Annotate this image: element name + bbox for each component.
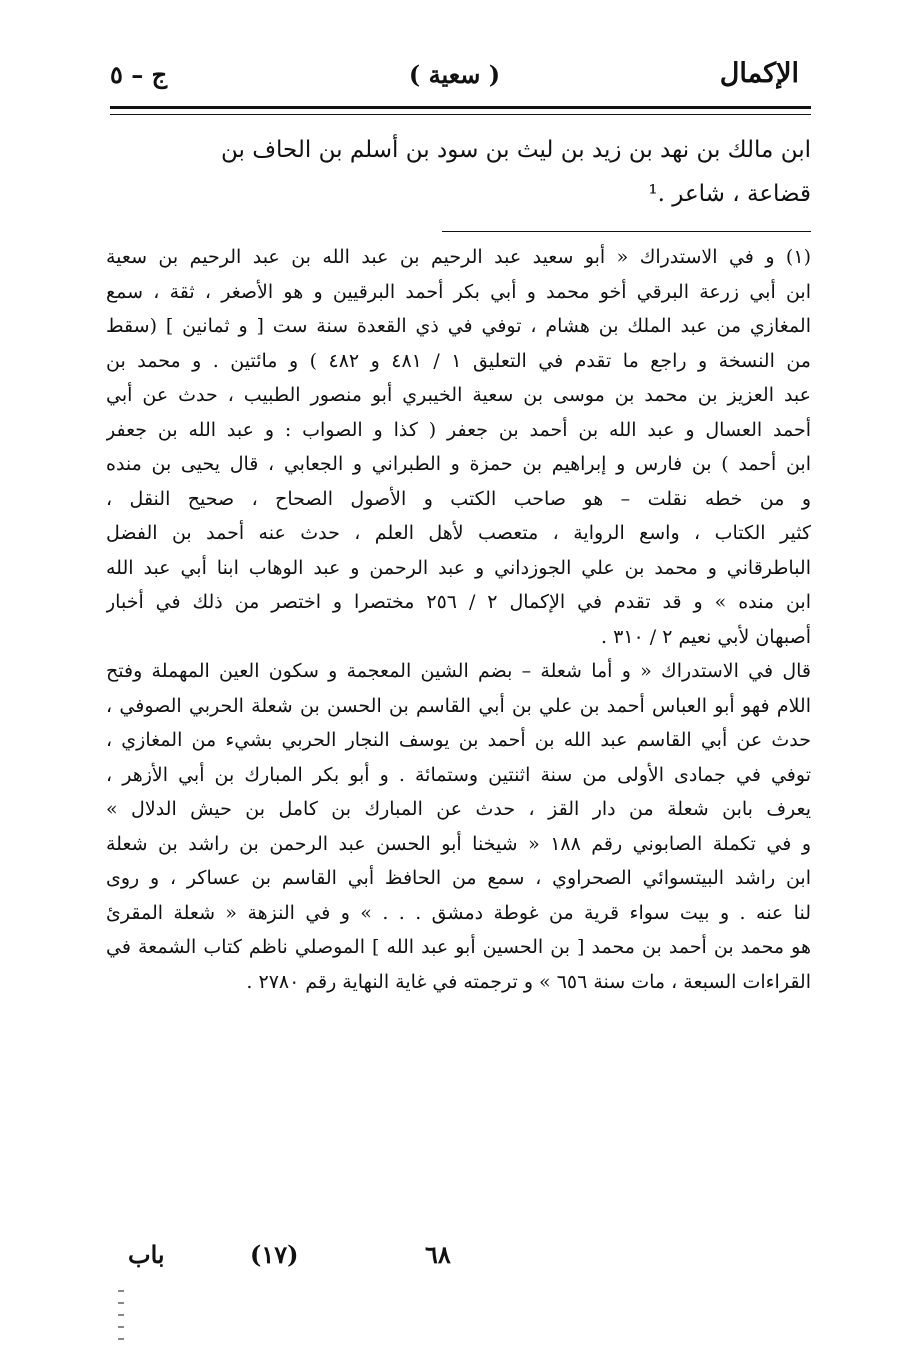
page-number: ٦٨ xyxy=(425,1240,451,1269)
footnote-line: ابن منده » و قد تقدم في الإكمال ٢ / ٢٥٦ مختصرا و اختصر من ذلك في أخبار xyxy=(106,591,811,613)
catchword: باب xyxy=(128,1240,165,1269)
footnote-line: قال في الاستدراك « و أما شعلة – بضم الشين المعجمة و سكون العين المهملة وفتح xyxy=(106,660,811,682)
footnote-line: ابن راشد البيتسوائي الصحراوي ، سمع من الحافظ أبي القاسم بن عساكر ، و روى xyxy=(106,867,811,889)
footnote-line: يعرف بابن شعلة من دار القز ، حدث عن المبارك بن كامل بن حيش الدلال » xyxy=(106,798,811,820)
footnote-line: هو محمد بن أحمد بن محمد [ بن الحسين أبو عبد الله ] الموصلي ناظم كتاب الشمعة في xyxy=(106,936,811,958)
entry-heading: ( سعية ) xyxy=(408,60,501,89)
volume-number: ج – ٥ xyxy=(110,60,168,89)
book-title: الإكمال xyxy=(719,58,799,89)
footnote-line: أحمد العسال و عبد الله بن أحمد بن جعفر ( كذا و الصواب : و عبد الله بن جعفر xyxy=(106,418,811,441)
footnote-line: القراءات السبعة ، مات سنة ٦٥٦ » و ترجمته في غاية النهاية رقم ٢٧٨٠ . xyxy=(246,970,811,993)
footnote-separator xyxy=(442,231,811,232)
footnote-line: الباطرقاني و محمد بن علي الجوزداني و عبد الرحمن و عبد الوهاب ابنا أبي عبد الله xyxy=(106,556,811,579)
main-line: ابن مالك بن نهد بن زيد بن ليث بن سود بن أسلم بن الحاف بن xyxy=(220,137,811,163)
footnote-line: (١) و في الاستدراك « أبو سعيد عبد الرحيم بن عبد الله بن عبد الرحيم بن سعية xyxy=(106,246,811,268)
footnote-line: و من خطه نقلت – هو صاحب الكتب و الأصول الصحاح ، صحيح النقل ، xyxy=(106,487,811,510)
footnote-line: لنا عنه . و بيت سواء قرية من غوطة دمشق . . . » و في النزهة « شعلة المقرئ xyxy=(106,901,811,924)
footnote-line: كثير الكتاب ، واسع الرواية ، متعصب لأهل العلم ، حدث عنه أحمد بن الفضل xyxy=(106,522,811,544)
footnote-line: توفي في جمادى الأولى من سنة اثنتين وستمائة . و أبو بكر المبارك بن أبي الأزهر ، xyxy=(106,763,811,786)
signature-mark: (١٧) xyxy=(250,1240,299,1269)
footnote-line: اللام فهو أبو العباس أحمد بن علي بن أبي القاسم بن الحسن بن شعلة الحربي الصوفي ، xyxy=(106,694,811,717)
main-text xyxy=(106,128,811,216)
footnote-line: ابن أبي زرعة البرقي أخو محمد و أبي بكر أحمد البرقيين و هو الأصغر ، ثقة ، سمع xyxy=(106,280,811,303)
footnote-line: ابن أحمد ) بن فارس و إبراهيم بن حمزة و الطبراني و الجعابي ، قال يحيى بن منده xyxy=(106,453,811,475)
footnote-line: من النسخة و راجع ما تقدم في التعليق ١ / ٤٨١ و ٤٨٢ ) و مائتين . و محمد بن xyxy=(106,349,811,372)
footnotes xyxy=(106,240,811,999)
header-rule-thin xyxy=(110,114,811,115)
footnote-line: أصبهان لأبي نعيم ٢ / ٣١٠ . xyxy=(601,625,811,648)
running-header xyxy=(110,58,799,98)
footnote-line: حدث عن أبي القاسم عبد الله بن أحمد بن يوسف النجار الحربي بشيء من المغازي ، xyxy=(106,729,811,751)
footnote-line: و في تكملة الصابوني رقم ١٨٨ « شيخنا أبو الحسن عبد الرحمن بن راشد بن شعلة xyxy=(106,832,811,855)
footnote-line: المغازي من عبد الملك بن هشام ، توفي في ذي القعدة سنة ست [ و ثمانين ] (سقط xyxy=(106,315,811,337)
page-footer xyxy=(110,1240,799,1280)
header-rule-thick xyxy=(110,106,811,109)
main-line: قضاعة ، شاعر .¹ xyxy=(648,181,811,207)
footnote-line: عبد العزيز بن محمد بن موسى بن سعية الخيبري أبو منصور الطبيب ، حدث عن أبي xyxy=(106,384,811,406)
margin-dots xyxy=(118,1290,124,1340)
